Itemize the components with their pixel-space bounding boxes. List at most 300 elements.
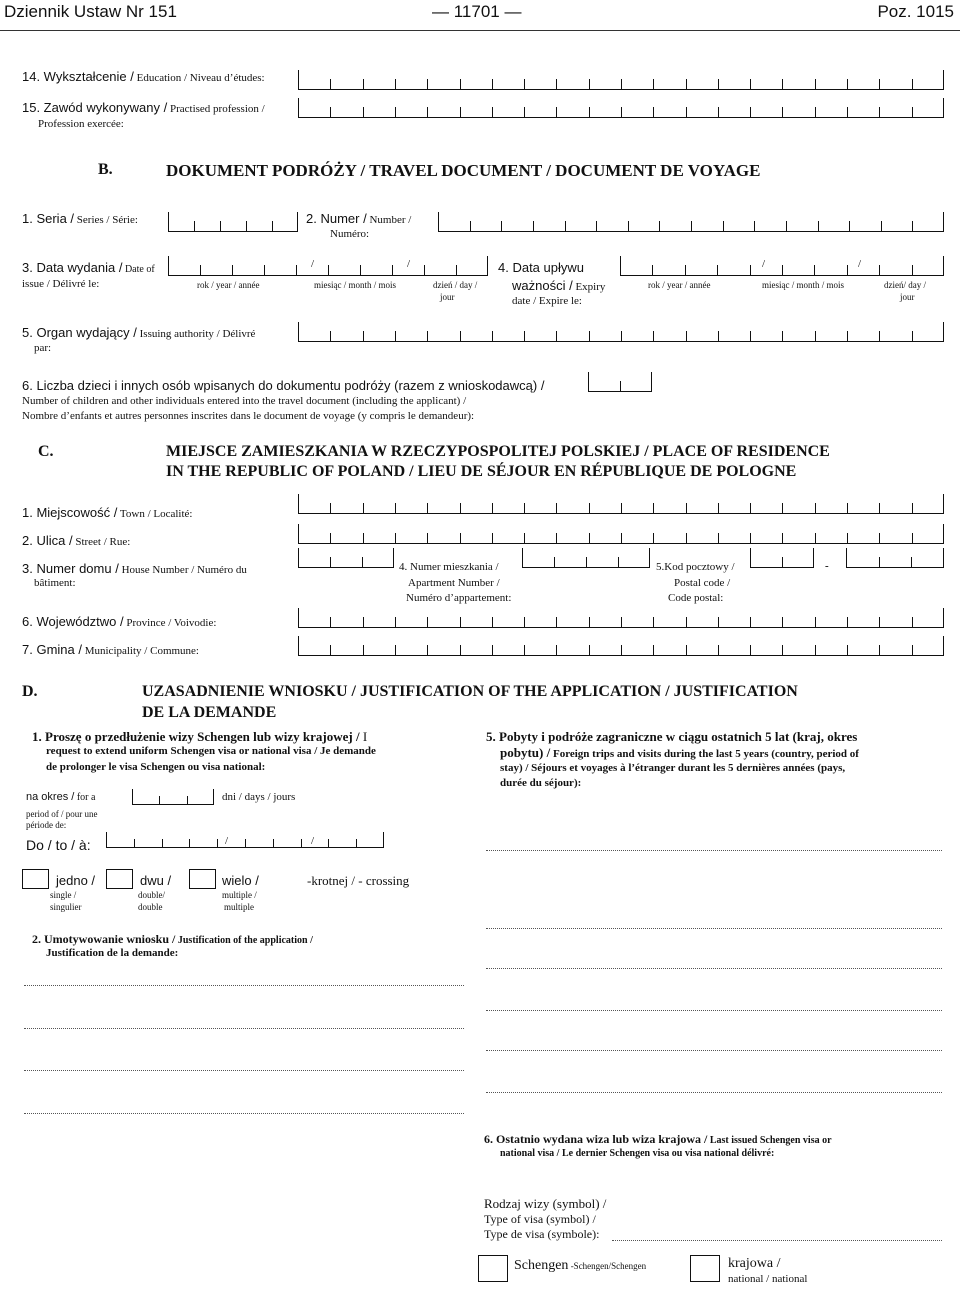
field-cell-divider (330, 533, 331, 544)
field-cell-divider (524, 503, 525, 514)
field-cell-divider (589, 645, 590, 656)
page-number: — 11701 — (432, 2, 522, 21)
multiple-entry-fr: multiple (224, 902, 254, 912)
period-label-en: period of / pour une (26, 809, 98, 819)
field-cell-divider (847, 265, 848, 276)
authority-label: 5. Organ wydający / Issuing authority / Délivré (22, 325, 256, 340)
field-cell-divider (750, 503, 751, 514)
issue-date-label: 3. Data wydania / Date of (22, 260, 155, 275)
field-cell-divider (501, 221, 502, 232)
field-cell-divider (460, 79, 461, 90)
field-cell-divider (815, 533, 816, 544)
issue-day-caption-fr: jour (440, 292, 455, 302)
field-cell-divider (943, 70, 944, 90)
justification-line-4[interactable] (24, 1113, 464, 1114)
profession-field[interactable] (298, 98, 944, 118)
field-cell-divider (106, 832, 107, 848)
expiry-label: 4. Data upływu (498, 260, 584, 275)
field-cell-divider (298, 70, 299, 90)
field-cell-divider (330, 79, 331, 90)
section-b-letter: B. (98, 161, 113, 178)
double-entry-label: dwu / (140, 873, 172, 888)
field-cell-divider (782, 79, 783, 90)
field-cell-divider (815, 617, 816, 628)
justification-line-1[interactable] (24, 985, 464, 986)
education-field[interactable] (298, 70, 944, 90)
field-cell-divider (427, 107, 428, 118)
field-cell-divider (395, 617, 396, 628)
field-cell-divider (621, 331, 622, 342)
field-cell-divider (912, 617, 913, 628)
field-cell-divider (912, 79, 913, 90)
field-cell-divider (847, 79, 848, 90)
field-cell-divider (492, 331, 493, 342)
field-cell-divider (162, 839, 163, 848)
field-cell-divider (815, 79, 816, 90)
foreign-trips-line-2[interactable] (486, 928, 942, 929)
field-cell-divider (815, 331, 816, 342)
house-number-field[interactable] (298, 548, 394, 568)
field-cell-divider (943, 322, 944, 342)
field-cell-divider (879, 265, 880, 276)
days-label: dni / days / jours (222, 791, 296, 803)
education-label: 14. Wykształcenie / Education / Niveau d’études: (22, 69, 265, 84)
field-cell-divider (911, 557, 912, 568)
field-cell-divider (264, 265, 265, 276)
field-cell-divider (686, 645, 687, 656)
field-cell-divider (246, 221, 247, 232)
foreign-trips-line-5[interactable] (486, 1050, 942, 1051)
number-label: 2. Numer / Number / (306, 211, 412, 226)
field-cell-divider (847, 617, 848, 628)
field-cell-divider (524, 331, 525, 342)
field-cell-divider (653, 331, 654, 342)
field-cell-divider (723, 221, 724, 232)
single-entry-en: single / (50, 890, 77, 900)
field-cell-divider (533, 221, 534, 232)
expiry-date-field[interactable] (620, 256, 944, 276)
field-cell-divider (556, 79, 557, 90)
profession-label-fr: Profession exercée: (38, 118, 124, 130)
field-cell-divider (363, 617, 364, 628)
field-cell-divider (717, 265, 718, 276)
field-cell-divider (750, 533, 751, 544)
field-cell-divider (912, 107, 913, 118)
field-cell-divider (686, 79, 687, 90)
field-cell-divider (943, 256, 944, 276)
field-cell-divider (298, 608, 299, 628)
field-cell-divider (363, 79, 364, 90)
field-cell-divider (438, 212, 439, 232)
field-cell-divider (395, 645, 396, 656)
field-cell-divider (621, 79, 622, 90)
expiry-day-caption-fr: jour (900, 292, 915, 302)
field-cell-divider (685, 265, 686, 276)
field-cell-divider (718, 331, 719, 342)
field-cell-divider (524, 617, 525, 628)
period-days-field[interactable] (132, 789, 214, 805)
issue-date-slash-2: / (407, 258, 411, 270)
street-label: 2. Ulica / Street / Rue: (22, 533, 131, 548)
house-number-label-fr: bâtiment: (34, 577, 76, 589)
field-cell-divider (943, 212, 944, 232)
children-count-field[interactable] (588, 372, 652, 392)
field-cell-divider (159, 796, 160, 805)
field-cell-divider (524, 107, 525, 118)
field-cell-divider (492, 107, 493, 118)
expiry-year-caption: rok / year / année (648, 280, 711, 290)
field-cell-divider (273, 839, 274, 848)
field-cell-divider (427, 331, 428, 342)
double-entry-checkbox[interactable] (106, 869, 133, 889)
field-cell-divider (589, 617, 590, 628)
visa-type-label: Rodzaj wizy (symbol) / (484, 1196, 607, 1211)
page-header (0, 0, 960, 31)
field-cell-divider (301, 839, 302, 848)
field-cell-divider (460, 617, 461, 628)
multiple-entry-checkbox[interactable] (189, 869, 216, 889)
field-cell-divider (395, 533, 396, 544)
field-cell-divider (168, 256, 169, 276)
field-cell-divider (298, 548, 299, 568)
field-cell-divider (297, 212, 298, 232)
field-cell-divider (395, 107, 396, 118)
field-cell-divider (427, 645, 428, 656)
field-cell-divider (718, 79, 719, 90)
field-cell-divider (750, 265, 751, 276)
field-cell-divider (750, 107, 751, 118)
field-cell-divider (879, 503, 880, 514)
field-cell-divider (556, 617, 557, 628)
field-cell-divider (424, 265, 425, 276)
field-baseline (298, 567, 394, 568)
field-cell-divider (718, 503, 719, 514)
field-cell-divider (298, 494, 299, 514)
field-cell-divider (460, 533, 461, 544)
field-cell-divider (912, 221, 913, 232)
justification-line-3[interactable] (24, 1070, 464, 1071)
field-cell-divider (815, 503, 816, 514)
expiry-label-fr: date / Expire le: (512, 295, 582, 307)
field-cell-divider (943, 608, 944, 628)
field-cell-divider (220, 221, 221, 232)
section-d-letter: D. (22, 683, 38, 700)
field-cell-divider (651, 372, 652, 392)
field-cell-divider (556, 645, 557, 656)
field-cell-divider (460, 645, 461, 656)
postal-code-field-2[interactable] (846, 548, 944, 568)
field-cell-divider (213, 789, 214, 805)
field-cell-divider (187, 796, 188, 805)
apartment-field[interactable] (522, 548, 650, 568)
extension-request-fr: de prolonger le visa Schengen ou visa national: (46, 761, 266, 773)
section-d-title-2: DE LA DEMANDE (142, 704, 277, 721)
single-entry-checkbox[interactable] (22, 869, 49, 889)
postal-code-label-fr: Code postal: (668, 592, 724, 604)
field-baseline (846, 567, 944, 568)
field-cell-divider (879, 617, 880, 628)
field-cell-divider (427, 79, 428, 90)
field-cell-divider (943, 494, 944, 514)
foreign-trips-line-6[interactable] (486, 1092, 942, 1093)
field-cell-divider (653, 617, 654, 628)
section-c-title-1: MIEJSCE ZAMIESZKANIA W RZECZYPOSPOLITEJ POLSKIEJ / PLACE OF RESIDENCE (166, 443, 830, 460)
field-cell-divider (686, 533, 687, 544)
national-visa-label: krajowa / (728, 1256, 781, 1271)
field-cell-divider (782, 533, 783, 544)
field-cell-divider (653, 107, 654, 118)
field-cell-divider (330, 107, 331, 118)
field-cell-divider (189, 839, 190, 848)
field-cell-divider (328, 265, 329, 276)
field-cell-divider (330, 617, 331, 628)
field-cell-divider (556, 503, 557, 514)
number-field[interactable] (438, 212, 944, 232)
schengen-label: Schengen -Schengen/Schengen (514, 1258, 647, 1273)
field-cell-divider (522, 548, 523, 568)
expiry-label-2: ważności / Expiry (512, 278, 606, 293)
visa-type-field[interactable] (612, 1240, 942, 1241)
issue-day-caption: dzień / day / (433, 280, 478, 290)
field-cell-divider (847, 107, 848, 118)
field-cell-divider (750, 548, 751, 568)
postal-code-dash: - (825, 560, 829, 572)
field-cell-divider (427, 503, 428, 514)
field-cell-divider (879, 107, 880, 118)
field-cell-divider (879, 645, 880, 656)
extension-request-en: request to extend uniform Schengen visa or national visa / Je demande (46, 745, 376, 757)
field-cell-divider (395, 79, 396, 90)
field-cell-divider (912, 645, 913, 656)
field-cell-divider (588, 372, 589, 392)
field-cell-divider (487, 256, 488, 276)
field-cell-divider (556, 331, 557, 342)
field-cell-divider (718, 107, 719, 118)
house-number-label: 3. Numer domu / House Number / Numéro du (22, 561, 247, 576)
authority-label-fr: par: (34, 342, 52, 354)
field-cell-divider (524, 645, 525, 656)
field-cell-divider (554, 557, 555, 568)
field-cell-divider (652, 265, 653, 276)
period-label: na okres / for a (26, 791, 96, 803)
expiry-month-caption: miesiąc / month / mois (762, 280, 844, 290)
commune-field[interactable] (298, 636, 944, 656)
justification-label: 2. Umotywowanie wniosku / Justification of the application / (32, 932, 313, 946)
expiry-date-slash-2: / (858, 258, 862, 270)
field-cell-divider (524, 79, 525, 90)
field-cell-divider (427, 617, 428, 628)
field-cell-divider (383, 832, 384, 848)
foreign-trips-label: 5. Pobyty i podróże zagraniczne w ciągu ostatnich 5 lat (kraj, okres (486, 729, 858, 744)
province-field[interactable] (298, 608, 944, 628)
field-cell-divider (395, 331, 396, 342)
children-label-en: Number of children and other individuals entered into the travel document (including the applicant) / (22, 395, 467, 407)
field-cell-divider (653, 533, 654, 544)
field-cell-divider (393, 548, 394, 568)
field-cell-divider (217, 839, 218, 848)
field-cell-divider (298, 636, 299, 656)
issue-date-field[interactable] (168, 256, 488, 276)
province-label: 6. Województwo / Province / Voivodie: (22, 614, 217, 629)
field-cell-divider (815, 645, 816, 656)
issue-month-caption: miesiąc / month / mois (314, 280, 396, 290)
issue-year-caption: rok / year / année (197, 280, 260, 290)
postal-code-field-1[interactable] (750, 548, 814, 568)
authority-field[interactable] (298, 322, 944, 342)
field-cell-divider (245, 839, 246, 848)
field-cell-divider (556, 533, 557, 544)
field-cell-divider (653, 79, 654, 90)
field-cell-divider (363, 107, 364, 118)
section-d-title-1: UZASADNIENIE WNIOSKU / JUSTIFICATION OF THE APPLICATION / JUSTIFICATION (142, 683, 798, 700)
field-cell-divider (556, 107, 557, 118)
field-cell-divider (750, 617, 751, 628)
foreign-trips-line-4[interactable] (486, 1010, 942, 1011)
national-visa-label-en: national / national (728, 1273, 808, 1285)
field-cell-divider (194, 221, 195, 232)
field-cell-divider (460, 331, 461, 342)
field-cell-divider (912, 503, 913, 514)
field-cell-divider (881, 221, 882, 232)
field-cell-divider (298, 322, 299, 342)
town-field[interactable] (298, 494, 944, 514)
field-cell-divider (879, 557, 880, 568)
date-to-label: Do / to / à: (26, 837, 91, 853)
field-cell-divider (849, 221, 850, 232)
field-cell-divider (912, 331, 913, 342)
schengen-checkbox[interactable] (478, 1255, 508, 1282)
national-visa-checkbox[interactable] (690, 1255, 720, 1282)
crossing-label: -krotnej / - crossing (307, 873, 410, 888)
field-cell-divider (847, 533, 848, 544)
field-cell-divider (686, 503, 687, 514)
field-cell-divider (456, 265, 457, 276)
field-cell-divider (754, 221, 755, 232)
field-cell-divider (686, 617, 687, 628)
date-to-slash-1: / (225, 835, 229, 847)
field-cell-divider (786, 221, 787, 232)
field-baseline (132, 804, 214, 805)
issue-date-label-fr: issue / Délivré le: (22, 278, 100, 290)
expiry-day-caption: dzień/ day / (884, 280, 926, 290)
field-cell-divider (134, 839, 135, 848)
field-cell-divider (782, 503, 783, 514)
justification-line-2[interactable] (24, 1028, 464, 1029)
field-cell-divider (750, 645, 751, 656)
field-cell-divider (621, 533, 622, 544)
commune-label: 7. Gmina / Municipality / Commune: (22, 642, 199, 657)
field-cell-divider (912, 533, 913, 544)
section-b-title: DOKUMENT PODRÓŻY / TRAVEL DOCUMENT / DOCUMENT DE VOYAGE (166, 161, 761, 180)
town-label: 1. Miejscowość / Town / Localité: (22, 505, 193, 520)
field-cell-divider (362, 557, 363, 568)
field-cell-divider (524, 533, 525, 544)
journal-title: Dziennik Ustaw Nr 151 (4, 2, 177, 21)
field-cell-divider (565, 221, 566, 232)
field-cell-divider (596, 221, 597, 232)
field-cell-divider (272, 221, 273, 232)
field-cell-divider (132, 789, 133, 805)
field-cell-divider (586, 557, 587, 568)
field-cell-divider (589, 533, 590, 544)
field-cell-divider (846, 548, 847, 568)
foreign-trips-label-2: pobytu) / Foreign trips and visits during the last 5 years (country, period of (500, 745, 859, 760)
field-cell-divider (691, 221, 692, 232)
field-cell-divider (363, 533, 364, 544)
field-cell-divider (782, 107, 783, 118)
field-cell-divider (750, 79, 751, 90)
date-to-field[interactable] (106, 832, 384, 848)
series-field[interactable] (168, 212, 298, 232)
field-cell-divider (492, 617, 493, 628)
issue-date-slash-1: / (311, 258, 315, 270)
field-cell-divider (328, 839, 329, 848)
field-cell-divider (628, 221, 629, 232)
apartment-label-en: Apartment Number / (408, 577, 500, 589)
field-cell-divider (782, 557, 783, 568)
expiry-date-slash-1: / (762, 258, 766, 270)
field-cell-divider (782, 331, 783, 342)
field-cell-divider (943, 524, 944, 544)
field-cell-divider (879, 533, 880, 544)
section-c-letter: C. (38, 443, 54, 460)
field-cell-divider (363, 645, 364, 656)
field-cell-divider (879, 331, 880, 342)
postal-code-label: 5.Kod pocztowy / (656, 561, 735, 573)
last-visa-label-2: national visa / Le dernier Schengen visa ou visa national délivré: (500, 1148, 775, 1159)
single-entry-fr: singulier (50, 902, 82, 912)
field-cell-divider (360, 265, 361, 276)
last-visa-label: 6. Ostatnio wydana wiza lub wiza krajowa / Last issued Schengen visa or (484, 1132, 832, 1146)
field-cell-divider (589, 79, 590, 90)
field-cell-divider (492, 503, 493, 514)
field-cell-divider (330, 557, 331, 568)
field-cell-divider (912, 265, 913, 276)
field-cell-divider (621, 107, 622, 118)
field-cell-divider (814, 265, 815, 276)
field-cell-divider (718, 533, 719, 544)
single-entry-label: jedno / (56, 873, 96, 888)
field-baseline (168, 231, 298, 232)
field-cell-divider (356, 839, 357, 848)
foreign-trips-label-3: stay) / Séjours et voyages à l’étranger durant les 5 dernières années (pays, (500, 762, 846, 774)
field-cell-divider (750, 331, 751, 342)
field-cell-divider (427, 533, 428, 544)
field-cell-divider (460, 503, 461, 514)
field-cell-divider (621, 645, 622, 656)
series-label: 1. Seria / Series / Série: (22, 211, 138, 226)
field-cell-divider (363, 503, 364, 514)
postal-code-label-en: Postal code / (674, 577, 731, 589)
field-cell-divider (653, 645, 654, 656)
field-cell-divider (782, 645, 783, 656)
field-cell-divider (620, 256, 621, 276)
field-cell-divider (659, 221, 660, 232)
visa-type-label-en: Type of visa (symbol) / (484, 1212, 596, 1226)
street-field[interactable] (298, 524, 944, 544)
foreign-trips-line-1[interactable] (486, 850, 942, 851)
field-cell-divider (232, 265, 233, 276)
field-cell-divider (298, 524, 299, 544)
extension-request-label: 1. Proszę o przedłużenie wizy Schengen lub wizy krajowej / I (32, 729, 368, 744)
field-cell-divider (943, 98, 944, 118)
field-cell-divider (653, 503, 654, 514)
field-cell-divider (330, 503, 331, 514)
foreign-trips-line-3[interactable] (486, 968, 942, 969)
field-cell-divider (589, 107, 590, 118)
field-cell-divider (492, 645, 493, 656)
position-number: Poz. 1015 (877, 2, 954, 21)
